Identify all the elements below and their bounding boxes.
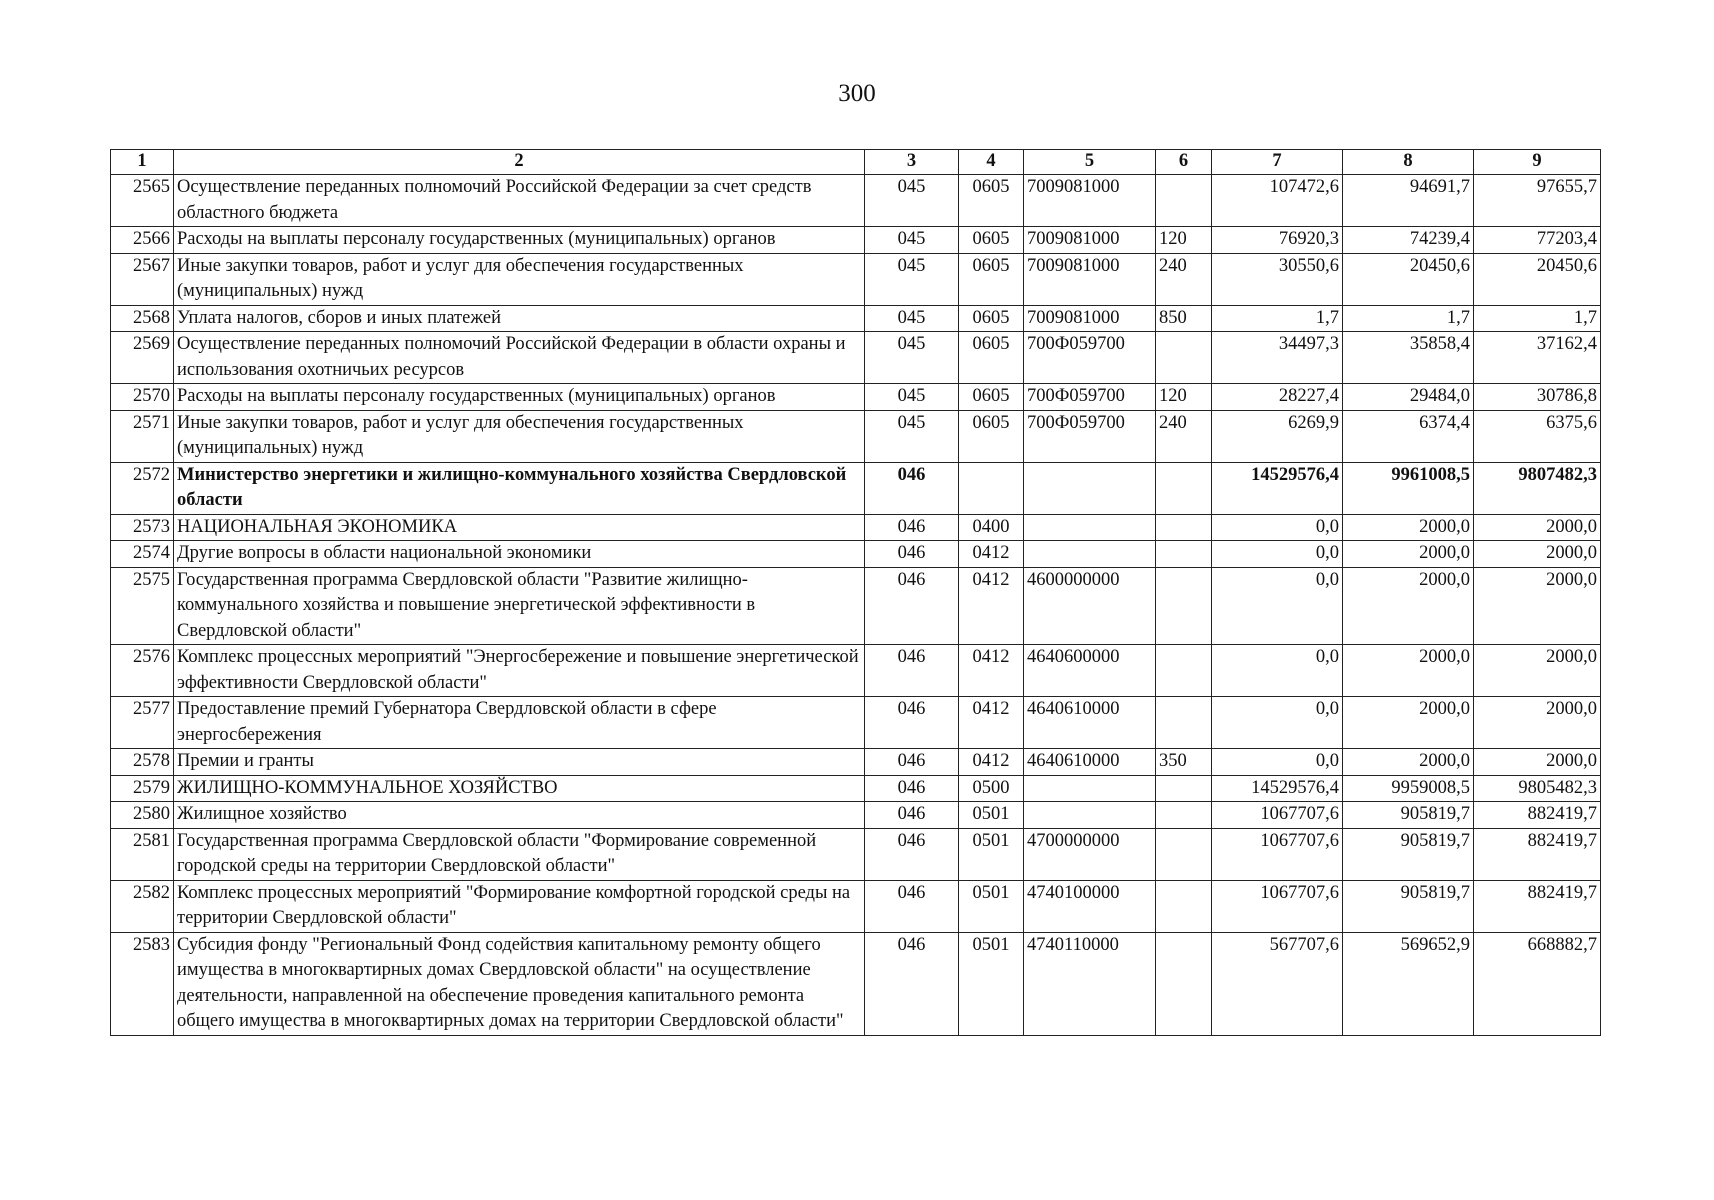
section-code-cell: 0501 [959,932,1024,1035]
value-2025-cell: 74239,4 [1343,227,1474,254]
section-code-cell: 0605 [959,384,1024,411]
expense-type-cell [1156,880,1212,932]
row-name-cell: Субсидия фонду "Региональный Фонд содействия капитальному ремонту общего имущества в многоквартирных домах Свердловской области" на осуществление деятельности, направленной на обеспечение проведения капитального ремонта общего имущества в многоквартирных домах на территории Свердловской области" [174,932,865,1035]
expense-type-cell [1156,828,1212,880]
value-2024-cell: 34497,3 [1212,332,1343,384]
section-code-cell: 0605 [959,253,1024,305]
row-number-cell: 2571 [111,410,174,462]
target-code-cell: 7009081000 [1024,305,1156,332]
ministry-code-cell: 046 [865,541,959,568]
row-name-cell: Осуществление переданных полномочий Российской Федерации в области охраны и использования охотничьих ресурсов [174,332,865,384]
col-header: 5 [1024,150,1156,175]
row-name-cell: Иные закупки товаров, работ и услуг для обеспечения государственных (муниципальных) нужд [174,253,865,305]
value-2026-cell: 20450,6 [1474,253,1601,305]
row-name-cell: Иные закупки товаров, работ и услуг для обеспечения государственных (муниципальных) нужд [174,410,865,462]
target-code-cell: 4640610000 [1024,697,1156,749]
expense-type-cell [1156,541,1212,568]
ministry-code-cell: 045 [865,410,959,462]
value-2025-cell: 905819,7 [1343,828,1474,880]
expense-type-cell: 120 [1156,227,1212,254]
expense-type-cell: 240 [1156,253,1212,305]
table-row [111,567,1601,645]
table-row [111,541,1601,568]
row-name-cell: Осуществление переданных полномочий Российской Федерации за счет средств областного бюджета [174,175,865,227]
table-row [111,880,1601,932]
row-number-cell: 2570 [111,384,174,411]
row-number-cell: 2581 [111,828,174,880]
value-2026-cell: 9805482,3 [1474,775,1601,802]
value-2024-cell: 28227,4 [1212,384,1343,411]
value-2025-cell: 29484,0 [1343,384,1474,411]
value-2025-cell: 2000,0 [1343,514,1474,541]
value-2024-cell: 0,0 [1212,514,1343,541]
value-2024-cell: 76920,3 [1212,227,1343,254]
row-number-cell: 2569 [111,332,174,384]
header-row [111,150,1601,175]
value-2026-cell: 77203,4 [1474,227,1601,254]
col-header: 9 [1474,150,1601,175]
section-code-cell: 0501 [959,828,1024,880]
row-number-cell: 2566 [111,227,174,254]
col-header: 4 [959,150,1024,175]
ministry-code-cell: 046 [865,567,959,645]
col-header: 1 [111,150,174,175]
section-code-cell: 0501 [959,802,1024,829]
expense-type-cell [1156,775,1212,802]
value-2026-cell: 2000,0 [1474,541,1601,568]
value-2025-cell: 2000,0 [1343,697,1474,749]
value-2026-cell: 2000,0 [1474,749,1601,776]
value-2024-cell: 0,0 [1212,749,1343,776]
row-name-cell: Министерство энергетики и жилищно-коммунального хозяйства Свердловской области [174,462,865,514]
section-code-cell [959,462,1024,514]
ministry-code-cell: 045 [865,227,959,254]
row-number-cell: 2575 [111,567,174,645]
target-code-cell: 4600000000 [1024,567,1156,645]
value-2026-cell: 668882,7 [1474,932,1601,1035]
row-name-cell: ЖИЛИЩНО-КОММУНАЛЬНОЕ ХОЗЯЙСТВО [174,775,865,802]
value-2024-cell: 107472,6 [1212,175,1343,227]
expense-type-cell [1156,697,1212,749]
row-number-cell: 2578 [111,749,174,776]
value-2025-cell: 6374,4 [1343,410,1474,462]
row-name-cell: Расходы на выплаты персоналу государственных (муниципальных) органов [174,384,865,411]
section-code-cell: 0400 [959,514,1024,541]
value-2025-cell: 905819,7 [1343,802,1474,829]
row-number-cell: 2568 [111,305,174,332]
section-code-cell: 0605 [959,305,1024,332]
section-code-cell: 0605 [959,227,1024,254]
value-2026-cell: 882419,7 [1474,802,1601,829]
expense-type-cell [1156,175,1212,227]
value-2025-cell: 2000,0 [1343,749,1474,776]
row-number-cell: 2577 [111,697,174,749]
value-2025-cell: 569652,9 [1343,932,1474,1035]
section-code-cell: 0605 [959,332,1024,384]
expense-type-cell [1156,462,1212,514]
ministry-code-cell: 046 [865,645,959,697]
ministry-code-cell: 046 [865,749,959,776]
row-name-cell: НАЦИОНАЛЬНАЯ ЭКОНОМИКА [174,514,865,541]
row-name-cell: Государственная программа Свердловской области "Формирование современной городской среды на территории Свердловской области" [174,828,865,880]
value-2025-cell: 9959008,5 [1343,775,1474,802]
table-row [111,410,1601,462]
expense-type-cell: 120 [1156,384,1212,411]
target-code-cell: 700Ф059700 [1024,410,1156,462]
row-name-cell: Комплекс процессных мероприятий "Формирование комфортной городской среды на территории Свердловской области" [174,880,865,932]
value-2024-cell: 14529576,4 [1212,775,1343,802]
section-code-cell: 0501 [959,880,1024,932]
row-name-cell: Расходы на выплаты персоналу государственных (муниципальных) органов [174,227,865,254]
ministry-code-cell: 046 [865,514,959,541]
ministry-code-cell: 045 [865,332,959,384]
value-2026-cell: 2000,0 [1474,567,1601,645]
table-row [111,932,1601,1035]
value-2026-cell: 6375,6 [1474,410,1601,462]
target-code-cell [1024,802,1156,829]
expense-type-cell: 850 [1156,305,1212,332]
value-2025-cell: 2000,0 [1343,567,1474,645]
section-code-cell: 0500 [959,775,1024,802]
value-2024-cell: 6269,9 [1212,410,1343,462]
ministry-code-cell: 046 [865,775,959,802]
section-code-cell: 0412 [959,697,1024,749]
expense-type-cell [1156,332,1212,384]
value-2025-cell: 20450,6 [1343,253,1474,305]
ministry-code-cell: 045 [865,305,959,332]
ministry-code-cell: 046 [865,932,959,1035]
value-2026-cell: 9807482,3 [1474,462,1601,514]
value-2026-cell: 30786,8 [1474,384,1601,411]
row-name-cell: Уплата налогов, сборов и иных платежей [174,305,865,332]
value-2025-cell: 35858,4 [1343,332,1474,384]
table-row [111,175,1601,227]
target-code-cell [1024,775,1156,802]
value-2025-cell: 905819,7 [1343,880,1474,932]
row-number-cell: 2572 [111,462,174,514]
value-2025-cell: 9961008,5 [1343,462,1474,514]
ministry-code-cell: 046 [865,697,959,749]
ministry-code-cell: 046 [865,462,959,514]
value-2024-cell: 1067707,6 [1212,828,1343,880]
row-number-cell: 2579 [111,775,174,802]
section-code-cell: 0605 [959,175,1024,227]
table-row [111,384,1601,411]
ministry-code-cell: 045 [865,384,959,411]
row-name-cell: Предоставление премий Губернатора Свердловской области в сфере энергосбережения [174,697,865,749]
col-header: 8 [1343,150,1474,175]
ministry-code-cell: 045 [865,253,959,305]
table-row [111,305,1601,332]
target-code-cell [1024,462,1156,514]
table-row [111,697,1601,749]
target-code-cell: 4700000000 [1024,828,1156,880]
value-2025-cell: 1,7 [1343,305,1474,332]
table-row [111,802,1601,829]
table-row [111,514,1601,541]
expense-type-cell: 350 [1156,749,1212,776]
section-code-cell: 0412 [959,541,1024,568]
value-2024-cell: 0,0 [1212,697,1343,749]
target-code-cell: 700Ф059700 [1024,384,1156,411]
value-2026-cell: 2000,0 [1474,697,1601,749]
row-name-cell: Премии и гранты [174,749,865,776]
page-number: 300 [838,80,876,107]
row-number-cell: 2567 [111,253,174,305]
row-number-cell: 2565 [111,175,174,227]
ministry-code-cell: 045 [865,175,959,227]
target-code-cell: 4640610000 [1024,749,1156,776]
expense-type-cell [1156,802,1212,829]
value-2026-cell: 97655,7 [1474,175,1601,227]
row-number-cell: 2576 [111,645,174,697]
value-2025-cell: 2000,0 [1343,541,1474,568]
section-code-cell: 0605 [959,410,1024,462]
value-2026-cell: 2000,0 [1474,645,1601,697]
section-code-cell: 0412 [959,749,1024,776]
value-2024-cell: 1,7 [1212,305,1343,332]
value-2026-cell: 882419,7 [1474,828,1601,880]
value-2026-cell: 2000,0 [1474,514,1601,541]
row-number-cell: 2582 [111,880,174,932]
table-row [111,462,1601,514]
value-2026-cell: 37162,4 [1474,332,1601,384]
value-2024-cell: 0,0 [1212,567,1343,645]
section-code-cell: 0412 [959,645,1024,697]
col-header: 6 [1156,150,1212,175]
value-2025-cell: 94691,7 [1343,175,1474,227]
value-2024-cell: 0,0 [1212,541,1343,568]
target-code-cell [1024,541,1156,568]
target-code-cell: 4640600000 [1024,645,1156,697]
ministry-code-cell: 046 [865,828,959,880]
target-code-cell: 7009081000 [1024,253,1156,305]
ministry-code-cell: 046 [865,802,959,829]
expense-type-cell [1156,645,1212,697]
target-code-cell [1024,514,1156,541]
row-name-cell: Другие вопросы в области национальной экономики [174,541,865,568]
table-row [111,749,1601,776]
ministry-code-cell: 046 [865,880,959,932]
row-number-cell: 2574 [111,541,174,568]
row-name-cell: Комплекс процессных мероприятий "Энергосбережение и повышение энергетической эффективности Свердловской области" [174,645,865,697]
value-2024-cell: 567707,6 [1212,932,1343,1035]
expense-type-cell [1156,567,1212,645]
value-2026-cell: 882419,7 [1474,880,1601,932]
row-number-cell: 2573 [111,514,174,541]
row-number-cell: 2580 [111,802,174,829]
budget-table [110,149,1601,1036]
expense-type-cell [1156,932,1212,1035]
target-code-cell: 7009081000 [1024,227,1156,254]
target-code-cell: 7009081000 [1024,175,1156,227]
section-code-cell: 0412 [959,567,1024,645]
value-2024-cell: 1067707,6 [1212,802,1343,829]
value-2024-cell: 30550,6 [1212,253,1343,305]
expense-type-cell [1156,514,1212,541]
target-code-cell: 4740100000 [1024,880,1156,932]
value-2026-cell: 1,7 [1474,305,1601,332]
col-header: 3 [865,150,959,175]
row-name-cell: Жилищное хозяйство [174,802,865,829]
value-2024-cell: 14529576,4 [1212,462,1343,514]
table-row [111,645,1601,697]
row-number-cell: 2583 [111,932,174,1035]
table-row [111,253,1601,305]
table-body [111,175,1601,1036]
table-row [111,828,1601,880]
value-2025-cell: 2000,0 [1343,645,1474,697]
table-row [111,227,1601,254]
table-row [111,775,1601,802]
table-row [111,332,1601,384]
expense-type-cell: 240 [1156,410,1212,462]
target-code-cell: 4740110000 [1024,932,1156,1035]
col-header: 7 [1212,150,1343,175]
col-header: 2 [174,150,865,175]
target-code-cell: 700Ф059700 [1024,332,1156,384]
row-name-cell: Государственная программа Свердловской области "Развитие жилищно-коммунального хозяйства и повышение энергетической эффективности в Свердловской области" [174,567,865,645]
value-2024-cell: 0,0 [1212,645,1343,697]
value-2024-cell: 1067707,6 [1212,880,1343,932]
